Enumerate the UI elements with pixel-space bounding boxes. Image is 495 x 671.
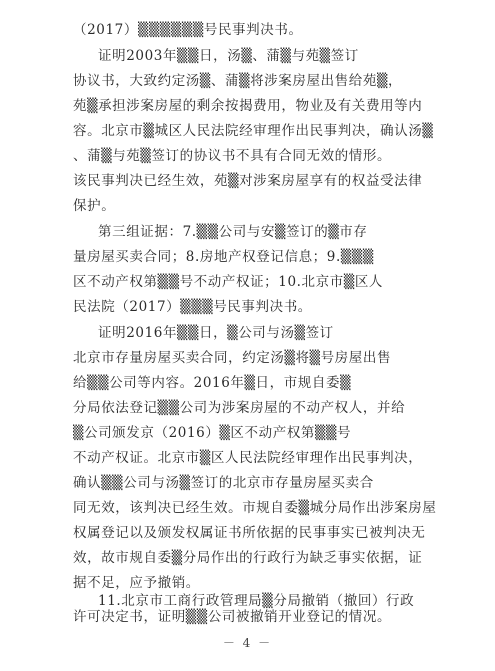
text-line: 区不动产权第▒▒号不动产权证；10.北京市▒区人 xyxy=(73,274,384,290)
text-line: 据不足，应予撤销。 xyxy=(73,575,200,591)
text-line: 权属登记以及颁发权属证书所依据的民事事实已被判决无 xyxy=(73,525,426,541)
text-line: 确认▒▒公司与汤▒签订的北京市存量房屋买卖合 xyxy=(73,475,374,491)
text-line: （2017）▒▒▒▒▒▒号民事判决书。 xyxy=(73,22,303,38)
text-line: 许可决定书，证明▒▒公司被撤销开业登记的情况。 xyxy=(73,609,392,625)
text-line: 效，故市规自委▒分局作出的行政行为缺乏事实依据，证 xyxy=(73,550,423,566)
text-line: 协议书，大致约定汤▒、蒲▒将涉案房屋出售给苑▒， xyxy=(73,73,403,89)
text-line: 11.北京市工商行政管理局▒分局撤销（撤回）行政 xyxy=(98,593,415,609)
text-line: 容。北京市▒城区人民法院经审理作出民事判决，确认汤▒ xyxy=(73,123,434,139)
page-number: － 4 － xyxy=(222,636,273,650)
text-line: 量房屋买卖合同；8.房地产权登记信息；9.▒▒▒ xyxy=(73,249,374,265)
text-line: 该民事判决已经生效，苑▒对涉案房屋享有的权益受法律 xyxy=(73,173,423,189)
text-line: 不动产权证。北京市▒区人民法院经审理作出民事判决， xyxy=(73,450,423,466)
text-line: ▒公司颁发京（2016）▒区不动产权第▒▒号 xyxy=(73,425,352,441)
text-line: 保护。 xyxy=(73,198,116,214)
text-line: 苑▒承担涉案房屋的剩余按揭费用，物业及有关费用等内 xyxy=(73,98,423,114)
text-line: 同无效，该判决已经生效。市规自委▒城分局作出涉案房屋 xyxy=(73,500,437,516)
text-line: 北京市存量房屋买卖合同，约定汤▒将▒号房屋出售 xyxy=(73,350,392,366)
text-line: 分局依法登记▒▒公司为涉案房屋的不动产权人，并给 xyxy=(73,400,406,416)
text-line: 证明2016年▒▒日，▒公司与汤▒签订 xyxy=(98,325,334,341)
text-line: 给▒▒公司等内容。2016年▒日，市规自委▒ xyxy=(73,375,352,391)
text-line: 、蒲▒与苑▒签订的协议书不具有合同无效的情形。 xyxy=(73,148,392,164)
text-line: 第三组证据：7.▒▒公司与安▒签订的▒市存 xyxy=(98,224,368,240)
text-line: 证明2003年▒▒日，汤▒、蒲▒与苑▒签订 xyxy=(98,48,359,64)
text-line: 民法院（2017）▒▒▒号民事判决书。 xyxy=(73,299,312,315)
